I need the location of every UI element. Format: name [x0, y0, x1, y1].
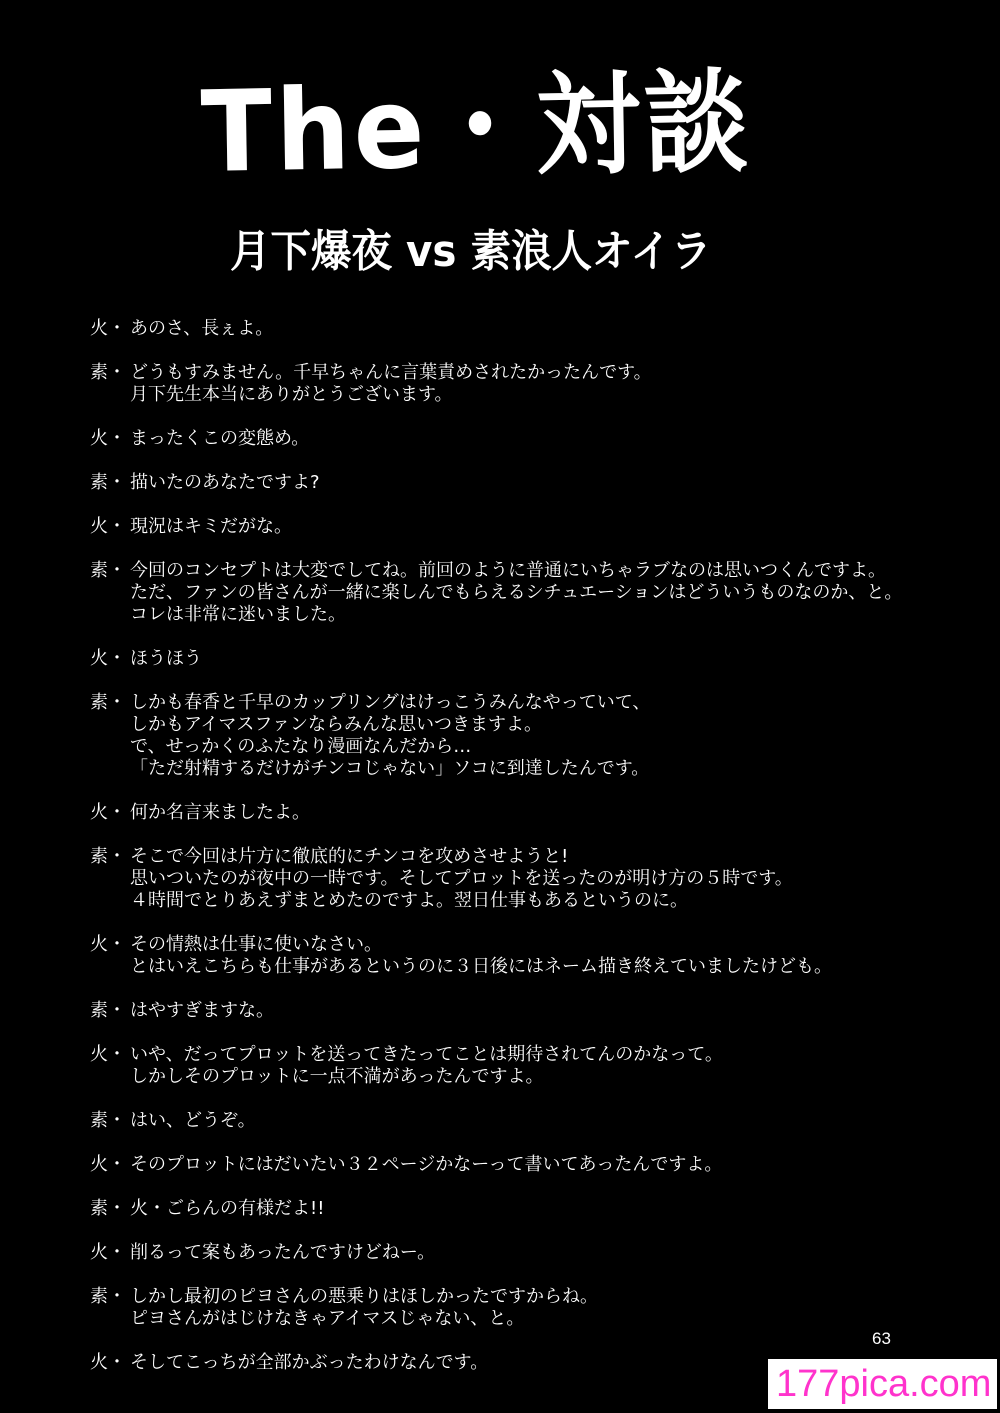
- dialogue-line: [90, 384, 960, 406]
- dialogue-entry: [90, 1044, 960, 1088]
- speaker-label: 火・: [90, 1352, 126, 1373]
- dialogue-text: ただ、ファンの皆さんが一緒に楽しんでもらえるシチュエーションはどういうものなのか、と。: [130, 582, 903, 603]
- dialogue-line: [90, 582, 960, 604]
- dialogue-line: [90, 846, 960, 868]
- dialogue-line: [90, 1044, 960, 1066]
- speaker-label: [90, 758, 130, 780]
- dialogue-entry: [90, 516, 960, 538]
- page-title: The・対談: [200, 57, 753, 198]
- speaker-label: [90, 1066, 130, 1088]
- speaker-label: [90, 890, 130, 912]
- dialogue-text: とはいえこちらも仕事があるというのに３日後にはネーム描き終えていましたけども。: [130, 956, 832, 977]
- speaker-label: 素・: [90, 560, 126, 581]
- speaker-label: 素・: [90, 1110, 126, 1131]
- dialogue-line: [90, 560, 960, 582]
- dialogue-text: 月下先生本当にありがとうございます。: [130, 384, 453, 405]
- speaker-label: [90, 714, 130, 736]
- dialogue-entry: [90, 934, 960, 978]
- speaker-label: 火・: [90, 1154, 126, 1175]
- dialogue-text: まったくこの変態め。: [130, 428, 310, 449]
- dialogue-entry: [90, 472, 960, 494]
- dialogue-line: [90, 362, 960, 384]
- dialogue-entry: [90, 846, 960, 912]
- dialogue-line: [90, 472, 960, 494]
- dialogue-line: [90, 318, 960, 340]
- dialogue-line: [90, 1066, 960, 1088]
- dialogue-entry: [90, 362, 960, 406]
- dialogue-text: そこで今回は片方に徹底的にチンコを攻めさせようと!: [130, 846, 569, 867]
- speaker-label: 火・: [90, 648, 126, 669]
- dialogue-text: 何か名言来ましたよ。: [130, 802, 310, 823]
- dialogue-line: [90, 648, 960, 670]
- speaker-label: [90, 604, 130, 626]
- speaker-label: 火・: [90, 802, 126, 823]
- dialogue-text: しかしそのプロットに一点不満があったんですよ。: [130, 1066, 544, 1087]
- dialogue-text: 削るって案もあったんですけどねー。: [130, 1242, 436, 1263]
- dialogue-entry: [90, 1154, 960, 1176]
- dialogue-line: [90, 1154, 960, 1176]
- dialogue-text: 「ただ射精するだけがチンコじゃない」ソコに到達したんです。: [130, 758, 650, 779]
- site-watermark: 177pica.com: [768, 1359, 997, 1409]
- dialogue-entry: [90, 318, 960, 340]
- dialogue-line: [90, 428, 960, 450]
- dialogue-entry: [90, 1198, 960, 1220]
- speaker-label: 素・: [90, 1286, 126, 1307]
- dialogue-text: しかもアイマスファンならみんな思いつきますよ。: [130, 714, 543, 735]
- dialogue-text: そのプロットにはだいたい３２ページかなーって書いてあったんですよ。: [130, 1154, 723, 1175]
- speaker-label: 素・: [90, 692, 126, 713]
- dialogue-text: 描いたのあなたですよ?: [130, 472, 320, 493]
- dialogue-line: [90, 692, 960, 714]
- speaker-label: 素・: [90, 1198, 126, 1219]
- speaker-label: [90, 956, 130, 978]
- speaker-label: 火・: [90, 318, 126, 339]
- dialogue-line: [90, 890, 960, 912]
- dialogue-text: はい、どうぞ。: [130, 1110, 256, 1131]
- dialogue-text: コレは非常に迷いました。: [130, 604, 346, 625]
- dialogue-entry: [90, 692, 960, 780]
- dialogue-entry: [90, 560, 960, 626]
- speaker-label: 素・: [90, 846, 126, 867]
- page-number: 63: [872, 1329, 891, 1348]
- dialogue-line: [90, 956, 960, 978]
- dialogue-line: [90, 802, 960, 824]
- dialogue-line: [90, 1000, 960, 1022]
- dialogue-text: あのさ、長ぇよ。: [130, 318, 274, 339]
- dialogue-text: はやすぎますな。: [130, 1000, 274, 1021]
- speaker-label: [90, 736, 130, 758]
- dialogue-line: [90, 934, 960, 956]
- dialogue-line: [90, 736, 960, 758]
- dialogue-text: で、せっかくのふたなり漫画なんだから…: [130, 736, 472, 757]
- speaker-label: 素・: [90, 472, 126, 493]
- dialogue-text: 現況はキミだがな。: [130, 516, 292, 537]
- dialogue-text: 火・ごらんの有様だよ!!: [130, 1198, 325, 1219]
- speaker-label: 素・: [90, 1000, 126, 1021]
- dialogue-text: しかも春香と千早のカップリングはけっこうみんなやっていて、: [130, 692, 651, 713]
- dialogue-line: [90, 516, 960, 538]
- dialogue-line: [90, 868, 960, 890]
- speaker-label: [90, 582, 130, 604]
- speaker-label: [90, 1308, 130, 1330]
- dialogue-entry: [90, 1286, 960, 1330]
- speaker-label: 火・: [90, 428, 126, 449]
- speaker-label: 火・: [90, 934, 126, 955]
- dialogue-line: [90, 758, 960, 780]
- dialogue-transcript: [90, 318, 960, 1396]
- speaker-label: 火・: [90, 516, 126, 537]
- dialogue-text: ほうほう: [130, 648, 202, 669]
- dialogue-text: 今回のコンセプトは大変でしてね。前回のように普通にいちゃラブなのは思いつくんですよ。: [130, 560, 886, 581]
- dialogue-text: その情熱は仕事に使いなさい。: [130, 934, 382, 955]
- page-subtitle: 月下爆夜 vs 素浪人オイラ: [230, 226, 712, 277]
- dialogue-text: しかし最初のピヨさんの悪乗りはほしかったですからね。: [130, 1286, 598, 1307]
- dialogue-line: [90, 1308, 960, 1330]
- dialogue-entry: [90, 1110, 960, 1132]
- dialogue-entry: [90, 802, 960, 824]
- dialogue-line: [90, 1286, 960, 1308]
- dialogue-entry: [90, 648, 960, 670]
- dialogue-entry: [90, 428, 960, 450]
- speaker-label: [90, 384, 130, 406]
- dialogue-text: そしてこっちが全部かぶったわけなんです。: [130, 1352, 489, 1373]
- dialogue-text: ４時間でとりあえずまとめたのですよ。翌日仕事もあるというのに。: [130, 890, 688, 911]
- speaker-label: 火・: [90, 1242, 126, 1263]
- dialogue-line: [90, 1242, 960, 1264]
- dialogue-text: ピヨさんがはじけなきゃアイマスじゃない、と。: [130, 1308, 525, 1329]
- dialogue-text: 思いついたのが夜中の一時です。そしてプロットを送ったのが明け方の５時です。: [130, 868, 793, 889]
- dialogue-line: [90, 1198, 960, 1220]
- dialogue-text: いや、だってプロットを送ってきたってことは期待されてんのかなって。: [130, 1044, 723, 1065]
- speaker-label: 素・: [90, 362, 126, 383]
- dialogue-line: [90, 604, 960, 626]
- dialogue-line: [90, 1110, 960, 1132]
- speaker-label: [90, 868, 130, 890]
- dialogue-entry: [90, 1000, 960, 1022]
- dialogue-text: どうもすみません。千早ちゃんに言葉責めされたかったんです。: [130, 362, 652, 383]
- dialogue-line: [90, 714, 960, 736]
- dialogue-entry: [90, 1242, 960, 1264]
- speaker-label: 火・: [90, 1044, 126, 1065]
